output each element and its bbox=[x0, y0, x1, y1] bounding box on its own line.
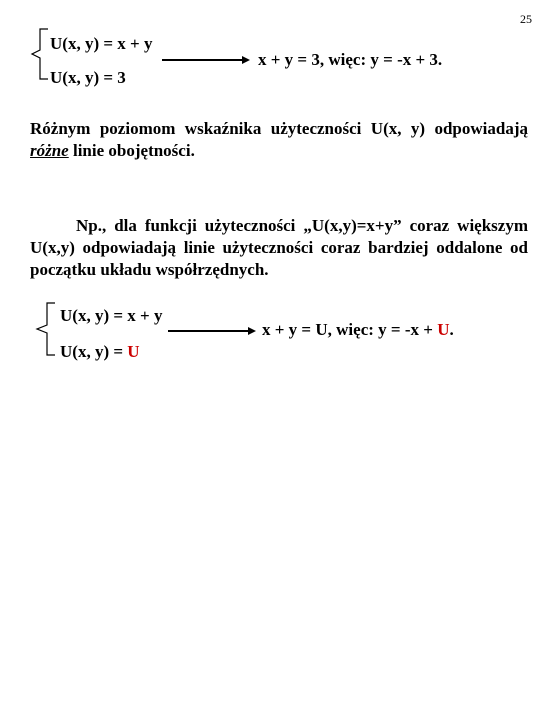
system2-line1: U(x, y) = x + y bbox=[60, 306, 163, 325]
left-brace-2 bbox=[35, 302, 57, 356]
paragraph-example bbox=[30, 215, 528, 281]
system2-result-value: U bbox=[437, 320, 450, 339]
page-number: 25 bbox=[520, 12, 532, 26]
left-brace-1 bbox=[30, 28, 50, 80]
paragraph1-emphasis: różne bbox=[30, 141, 69, 160]
system2-result bbox=[262, 320, 454, 340]
paragraph2-text: Np., dla funkcji użyteczności „U(x,y)=x+y” coraz większym U(x,y) odpowiadają linie użyteczności coraz bardziej oddalone od początku układu współrzędnych. bbox=[30, 216, 528, 279]
system2-line2 bbox=[60, 342, 140, 362]
arrow-2 bbox=[166, 324, 258, 338]
paragraph-indifference-curves bbox=[30, 118, 528, 162]
system2-result-prefix: x + y = U, więc: y = -x + bbox=[262, 320, 438, 339]
system2-line2-value: U bbox=[127, 342, 140, 361]
paragraph1-text-after: linie obojętności. bbox=[68, 141, 195, 160]
paragraph1-text-before: Różnym poziomom wskaźnika użyteczności U(x, y) odpowiadają bbox=[30, 119, 528, 138]
system1-line1: U(x, y) = x + y bbox=[50, 34, 153, 53]
system2-result-suffix: . bbox=[449, 320, 454, 339]
system1-line2: U(x, y) = 3 bbox=[50, 68, 126, 87]
arrow-1 bbox=[160, 53, 252, 67]
system2-line2-prefix: U(x, y) = bbox=[60, 342, 128, 361]
system1-result: x + y = 3, więc: y = -x + 3. bbox=[258, 50, 443, 69]
